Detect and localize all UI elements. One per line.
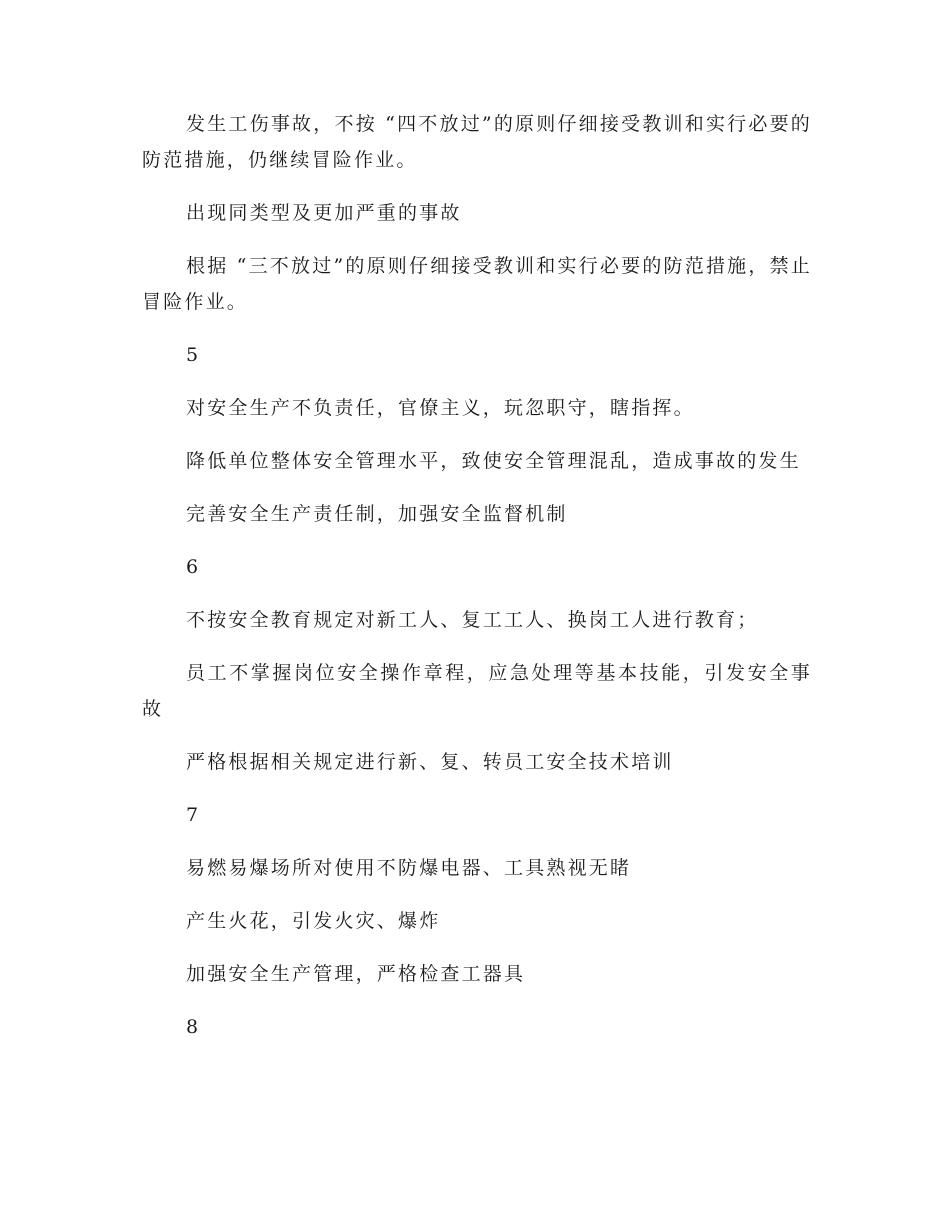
paragraph: 完善安全生产责任制，加强安全监督机制 [186, 503, 568, 525]
paragraph: 降低单位整体安全管理水平，致使安全管理混乱，造成事故的发生 [186, 450, 801, 472]
paragraph: 出现同类型及更加严重的事故 [186, 202, 462, 224]
paragraph: 根据 “三不放过”的原则仔细接受教训和实行必要的防范措施，禁止冒险作业。 [142, 255, 812, 313]
section-number: 7 [186, 804, 201, 826]
paragraph: 加强安全生产管理，严格检查工器具 [186, 963, 526, 985]
section-number: 8 [186, 1016, 201, 1038]
paragraph: 员工不掌握岗位安全操作章程，应急处理等基本技能，引发安全事故 [142, 662, 812, 720]
section-number: 5 [186, 344, 201, 366]
paragraph: 发生工伤事故，不按 “四不放过”的原则仔细接受教训和实行必要的防范措施，仍继续冒险作业。 [142, 113, 812, 171]
paragraph: 对安全生产不负责任，官僚主义，玩忽职守，瞎指挥。 [186, 397, 695, 419]
paragraph: 严格根据相关规定进行新、复、转员工安全技术培训 [186, 751, 674, 773]
paragraph: 产生火花，引发火灾、爆炸 [186, 910, 441, 932]
section-number: 6 [186, 556, 201, 578]
paragraph: 易燃易爆场所对使用不防爆电器、工具熟视无睹 [186, 857, 632, 879]
document-body [142, 106, 812, 1045]
paragraph: 不按安全教育规定对新工人、复工工人、换岗工人进行教育； [186, 609, 759, 631]
